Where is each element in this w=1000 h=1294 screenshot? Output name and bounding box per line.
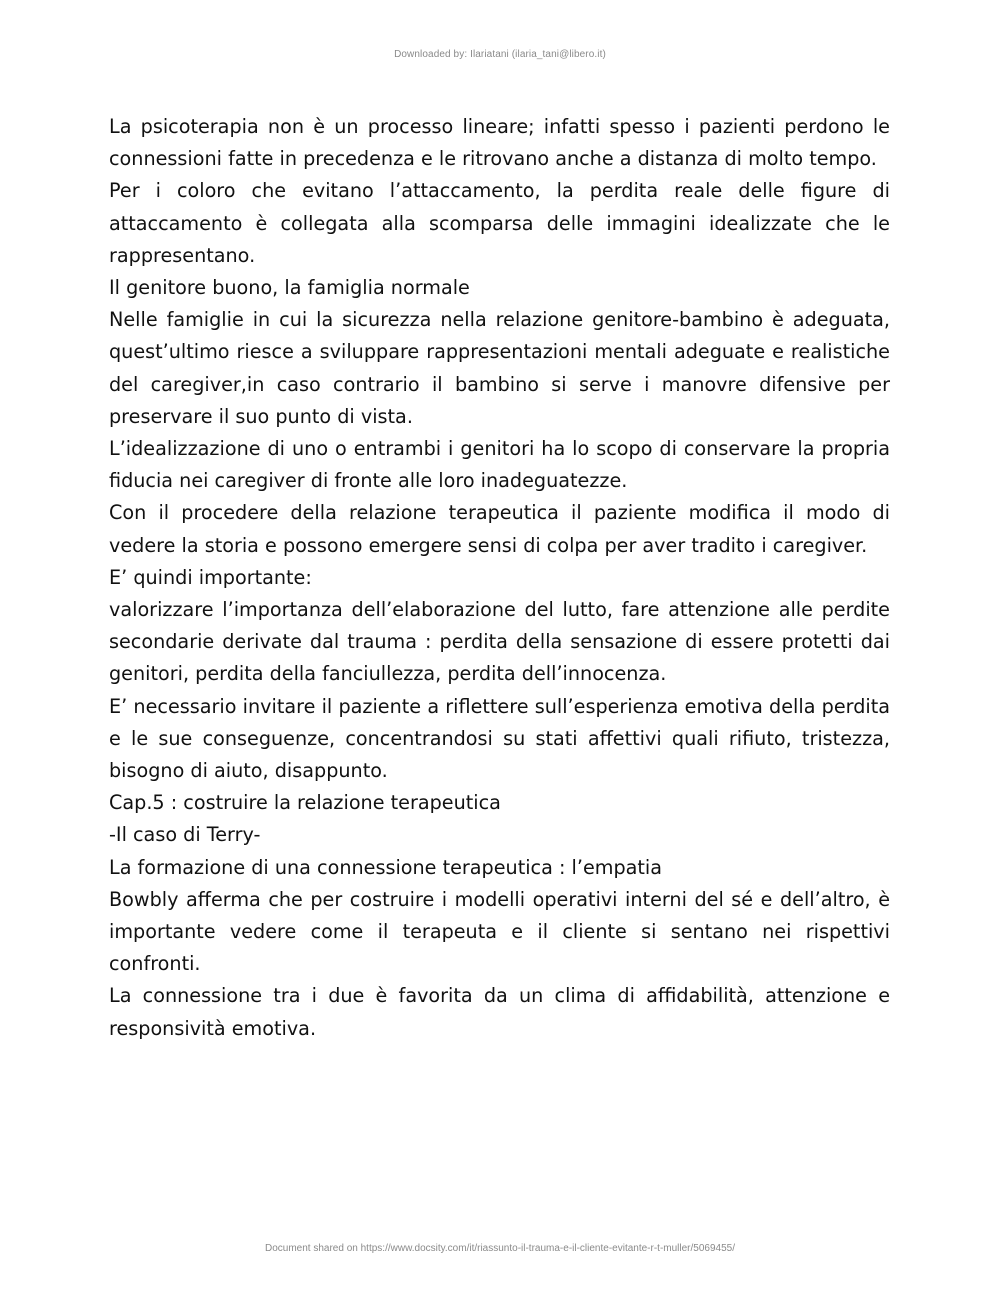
section-heading: La formazione di una connessione terapeutica : l’empatia [109,855,662,879]
paragraph: E’ necessario invitare il paziente a riflettere sull’esperienza emotiva della perdita e le sue conseguenze, concentrandosi su stati affettivi quali rifiuto, tristezza, bisogno di aiuto, disappunto. [109,694,890,783]
chapter-heading: Cap.5 : costruire la relazione terapeutica [109,791,501,815]
case-heading: -Il caso di Terry- [109,823,261,847]
paragraph: Nelle famiglie in cui la sicurezza nella relazione genitore-bambino è adeguata, quest’ultimo riesce a sviluppare rappresentazioni mentali adeguate e realistiche del caregiver,in caso contrario il bambino si serve i manovre difensive per preservare il suo punto di vista. [109,308,890,428]
paragraph: Con il procedere della relazione terapeutica il paziente modifica il modo di vedere la storia e possono emergere sensi di colpa per aver tradito i caregiver. [109,501,890,557]
download-note: Downloaded by: Ilariatani (ilaria_tani@libero.it) [394,49,606,60]
paragraph: valorizzare l’importanza dell’elaborazione del lutto, fare attenzione alle perdite secondarie derivate dal trauma : perdita della sensazione di essere protetti dai genitori, perdita della fanciullezza, perdita dell’innocenza. [109,598,890,686]
section-heading: Il genitore buono, la famiglia normale [109,276,470,300]
paragraph: L’idealizzazione di uno o entrambi i genitori ha lo scopo di conservare la propria fiducia nei caregiver di fronte alle loro inadeguatezze. [109,437,890,493]
paragraph: La connessione tra i due è favorita da un clima di affidabilità, attenzione e responsività emotiva. [109,984,890,1040]
document-body [109,111,890,1045]
paragraph: La psicoterapia non è un processo lineare; infatti spesso i pazienti perdono le connessioni fatte in precedenza e le ritrovano anche a distanza di molto tempo. [109,115,890,171]
paragraph: E’ quindi importante: [109,565,312,589]
share-note: Document shared on https://www.docsity.com/it/riassunto-il-trauma-e-il-cliente-evitante-r-t-muller/5069455/ [265,1243,735,1254]
paragraph: Bowbly afferma che per costruire i modelli operativi interni del sé e dell’altro, è importante vedere come il terapeuta e il cliente si sentano nei rispettivi confronti. [109,887,890,976]
paragraph: Per i coloro che evitano l’attaccamento, la perdita reale delle figure di attaccamento è collegata alla scomparsa delle immagini idealizzate che le rappresentano. [109,179,890,267]
